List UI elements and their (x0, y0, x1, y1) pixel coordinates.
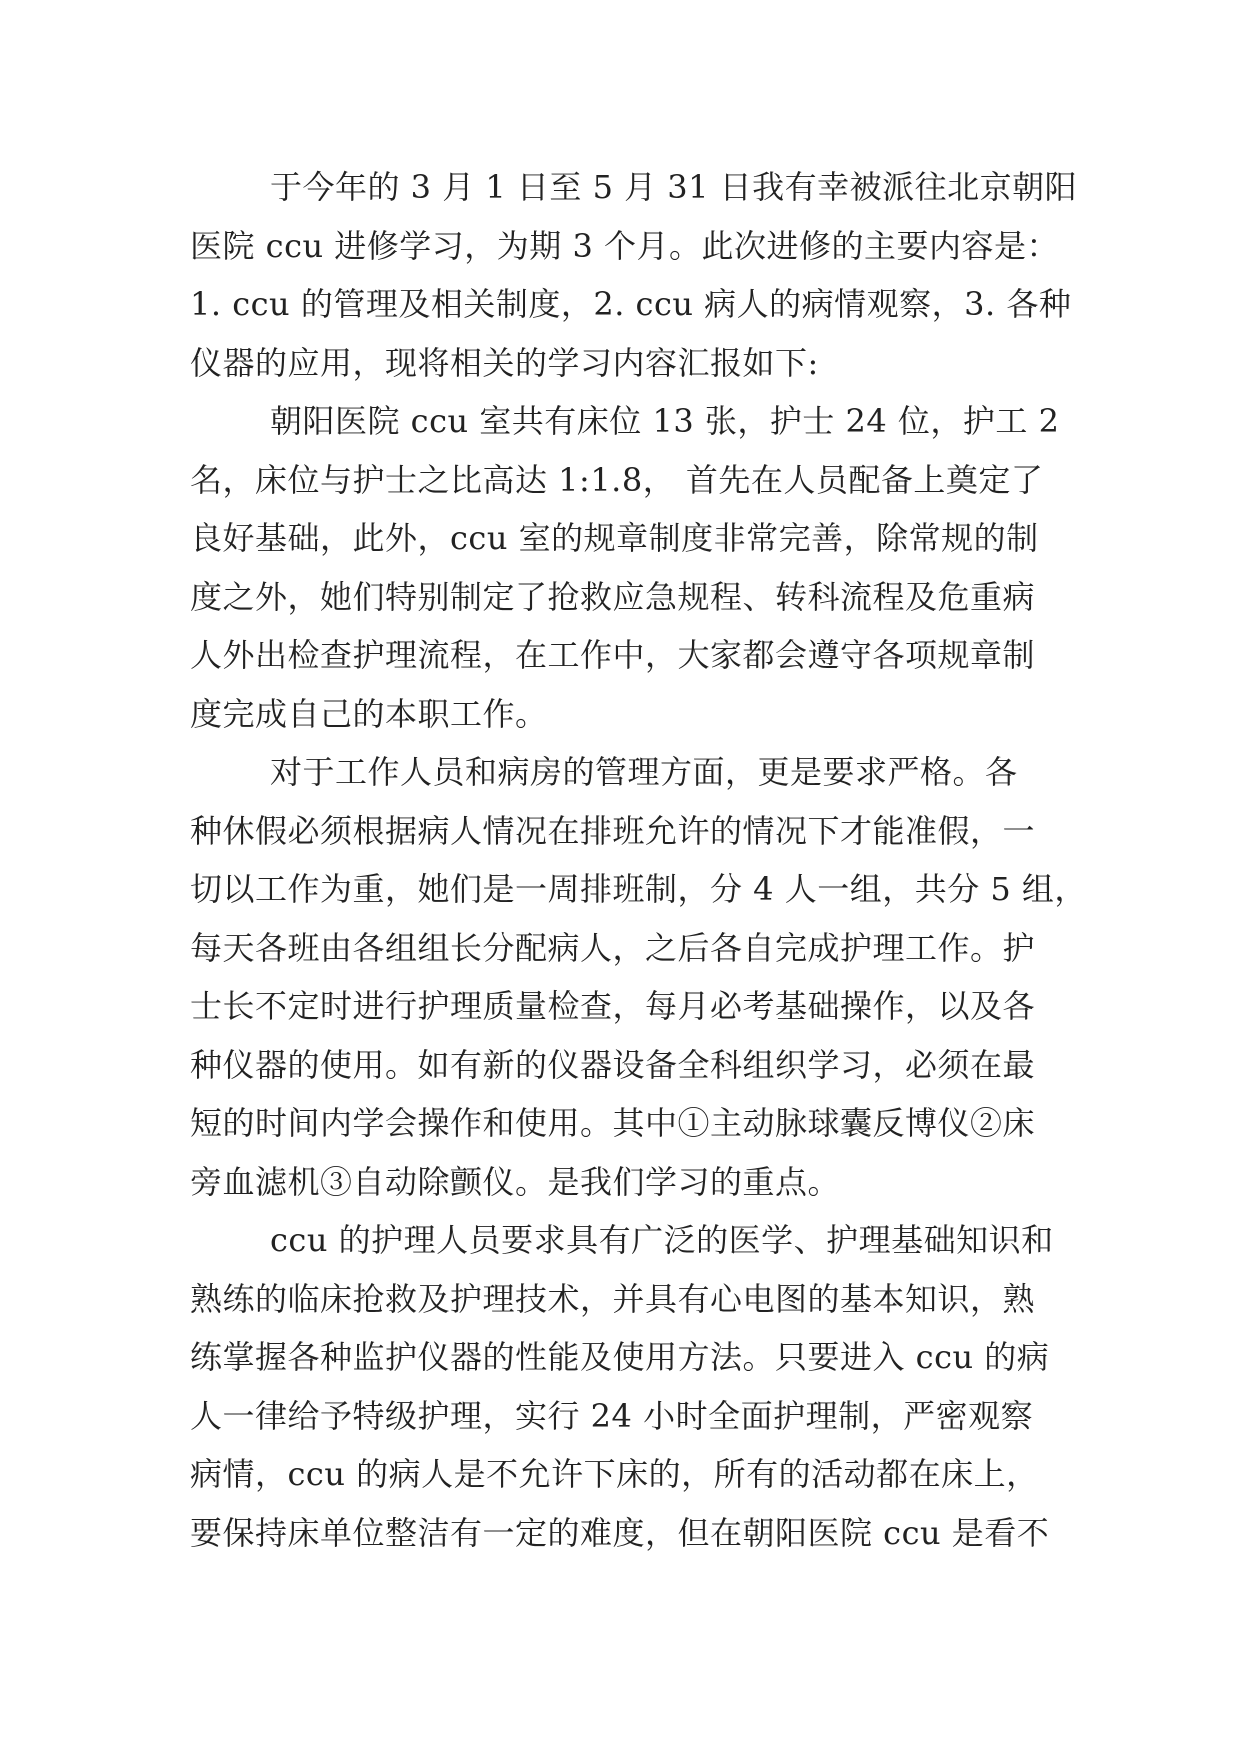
document-body (190, 158, 1087, 1562)
body-text-line: 对于工作人员和病房的管理方面，更是要求严格。各 (270, 753, 1018, 791)
body-text-line: 人一律给予特级护理，实行 24 小时全面护理制，严密观察 (190, 1396, 1034, 1435)
body-text-line: 于今年的 3 月 1 日至 5 月 31 日我有幸被派往北京朝阳 (270, 168, 1078, 206)
body-text-line: 名，床位与护士之比高达 1:1.8， 首先在人员配备上奠定了 (190, 460, 1044, 499)
body-text-line: 仪器的应用，现将相关的学习内容汇报如下: (190, 343, 819, 382)
body-text-line: 士长不定时进行护理质量检查，每月必考基础操作，以及各 (190, 987, 1036, 1025)
body-text-line: 度完成自己的本职工作。 (190, 694, 548, 733)
body-text-line: 种休假必须根据病人情况在排班允许的情况下才能准假，一 (190, 811, 1036, 850)
body-text-line: 医院 ccu 进修学习，为期 3 个月。此次进修的主要内容是： (190, 226, 1060, 265)
body-text-line: 旁血滤机③自动除颤仪。是我们学习的重点。 (190, 1162, 841, 1201)
body-text-line: 种仪器的使用。如有新的仪器设备全科组织学习，必须在最 (190, 1045, 1036, 1084)
body-text-line: 短的时间内学会操作和使用。其中①主动脉球囊反博仪②床 (190, 1104, 1036, 1142)
body-text-line: 切以工作为重，她们是一周排班制，分 4 人一组，共分 5 组， (190, 870, 1087, 908)
body-text-line: 病情，ccu 的病人是不允许下床的，所有的活动都在床上， (190, 1455, 1039, 1493)
body-text-line: 练掌握各种监护仪器的性能及使用方法。只要进入 ccu 的病 (190, 1338, 1050, 1376)
body-text-line: 每天各班由各组组长分配病人，之后各自完成护理工作。护 (190, 928, 1036, 967)
body-text-line: 朝阳医院 ccu 室共有床位 13 张，护士 24 位，护工 2 (270, 402, 1060, 440)
body-text-line: 要保持床单位整洁有一定的难度，但在朝阳医院 ccu 是看不 (190, 1513, 1050, 1552)
body-text-line: 人外出检查护理流程，在工作中，大家都会遵守各项规章制 (190, 636, 1036, 674)
body-text-line: 熟练的临床抢救及护理技术，并具有心电图的基本知识，熟 (190, 1279, 1036, 1318)
body-text-line: 良好基础，此外，ccu 室的规章制度非常完善，除常规的制 (190, 519, 1039, 557)
body-text-line: ccu 的护理人员要求具有广泛的医学、护理基础知识和 (270, 1221, 1054, 1259)
body-text-line: 1. ccu 的管理及相关制度，2. ccu 病人的病情观察，3. 各种 (190, 285, 1072, 323)
body-text-line: 度之外，她们特别制定了抢救应急规程、转科流程及危重病 (190, 577, 1036, 616)
